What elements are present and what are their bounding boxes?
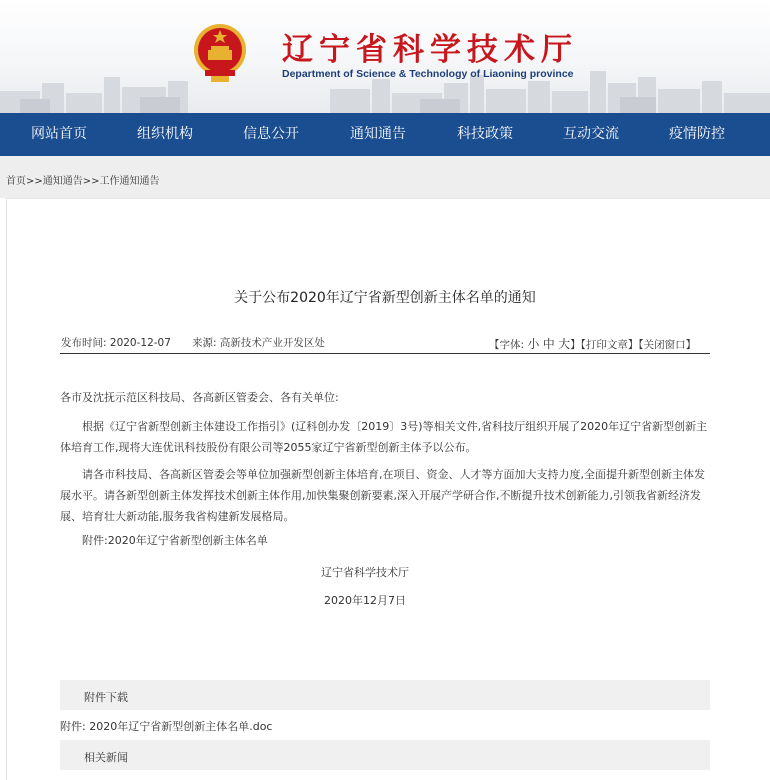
close-window-button[interactable]: 【关闭窗口】 xyxy=(638,339,697,351)
related-news-section-title: 相关新闻 xyxy=(84,751,128,764)
nav-item-home[interactable]: 网站首页 xyxy=(31,126,87,142)
source-value: 高新技术产业开发区处 xyxy=(219,337,325,349)
article-source xyxy=(192,335,325,350)
attachment-file-link[interactable]: 2020年辽宁省新型创新主体名单.doc xyxy=(89,720,273,733)
downloads-section-title: 附件下载 xyxy=(84,691,128,704)
breadcrumb-home-link[interactable]: 首页 xyxy=(6,176,26,187)
site-title: 辽宁省科学技术厅 xyxy=(282,32,578,68)
article-title: 关于公布2020年辽宁省新型创新主体名单的通知 xyxy=(234,290,536,306)
national-emblem-icon xyxy=(191,20,249,84)
meta-divider xyxy=(60,353,710,354)
print-article-button[interactable]: 【打印文章】 xyxy=(580,339,639,351)
main-nav xyxy=(0,113,770,156)
nav-item-epidemic-prevention[interactable]: 疫情防控 xyxy=(669,126,725,142)
nav-item-info-disclosure[interactable]: 信息公开 xyxy=(243,126,299,142)
nav-item-sci-tech-policy[interactable]: 科技政策 xyxy=(457,126,513,142)
font-size-small-button[interactable]: 小 xyxy=(527,337,540,351)
article-paragraph-2: 请各市科技局、各高新区管委会等单位加强新型创新主体培育,在项目、资金、人才等方面加大支持力度,全面提升新型创新主体发展水平。请各新型创新主体发挥技术创新主体作用,加快集聚创新要素,深入开展产学研合作,不断提升技术创新能力,引领我省新经济发展、培育壮大新动能,服务我省构建新发展格局。 xyxy=(60,468,705,523)
breadcrumb xyxy=(6,172,160,187)
font-size-label: 【字体: xyxy=(489,339,525,351)
article-attachment-note: 附件:2020年辽宁省新型创新主体名单 xyxy=(82,534,268,547)
attachment-prefix: 附件: xyxy=(60,720,86,733)
site-subtitle: Department of Science & Technology of Liaoning province xyxy=(282,68,574,80)
nav-item-notices[interactable]: 通知通告 xyxy=(350,126,406,142)
breadcrumb-separator: >> xyxy=(26,176,43,187)
related-news-header-bar xyxy=(60,740,710,770)
downloads-header-bar xyxy=(60,680,710,710)
publish-date xyxy=(61,335,171,350)
publish-date-value: 2020-12-07 xyxy=(109,337,171,349)
article-salutation: 各市及沈抚示范区科技局、各高新区管委会、各有关单位: xyxy=(60,391,339,404)
attachment-download xyxy=(60,718,272,734)
breadcrumb-notices-link[interactable]: 通知通告 xyxy=(42,176,83,187)
breadcrumb-work-notices-link[interactable]: 工作通知通告 xyxy=(99,176,160,187)
signature-organization: 辽宁省科学技术厅 xyxy=(321,566,409,579)
font-size-close-bracket: 】 xyxy=(570,339,581,351)
font-size-large-button[interactable]: 大 xyxy=(558,337,571,351)
publish-date-label: 发布时间: xyxy=(61,337,107,349)
signature-date: 2020年12月7日 xyxy=(324,594,406,607)
article-tools xyxy=(489,335,696,352)
font-size-medium-button[interactable]: 中 xyxy=(542,337,555,351)
nav-item-organization[interactable]: 组织机构 xyxy=(137,126,193,142)
breadcrumb-separator: >> xyxy=(82,176,100,187)
source-label: 来源: xyxy=(192,337,217,349)
article-paragraph-1: 根据《辽宁省新型创新主体建设工作指引》(辽科创办发〔2019〕3号)等相关文件,省科技厅组织开展了2020年辽宁省新型创新主体培育工作,现将大连优讯科技股份有限公司等2055家辽宁省新型创新主体予以公布。 xyxy=(60,420,708,454)
nav-item-interaction[interactable]: 互动交流 xyxy=(563,126,619,142)
site-header xyxy=(0,0,770,113)
